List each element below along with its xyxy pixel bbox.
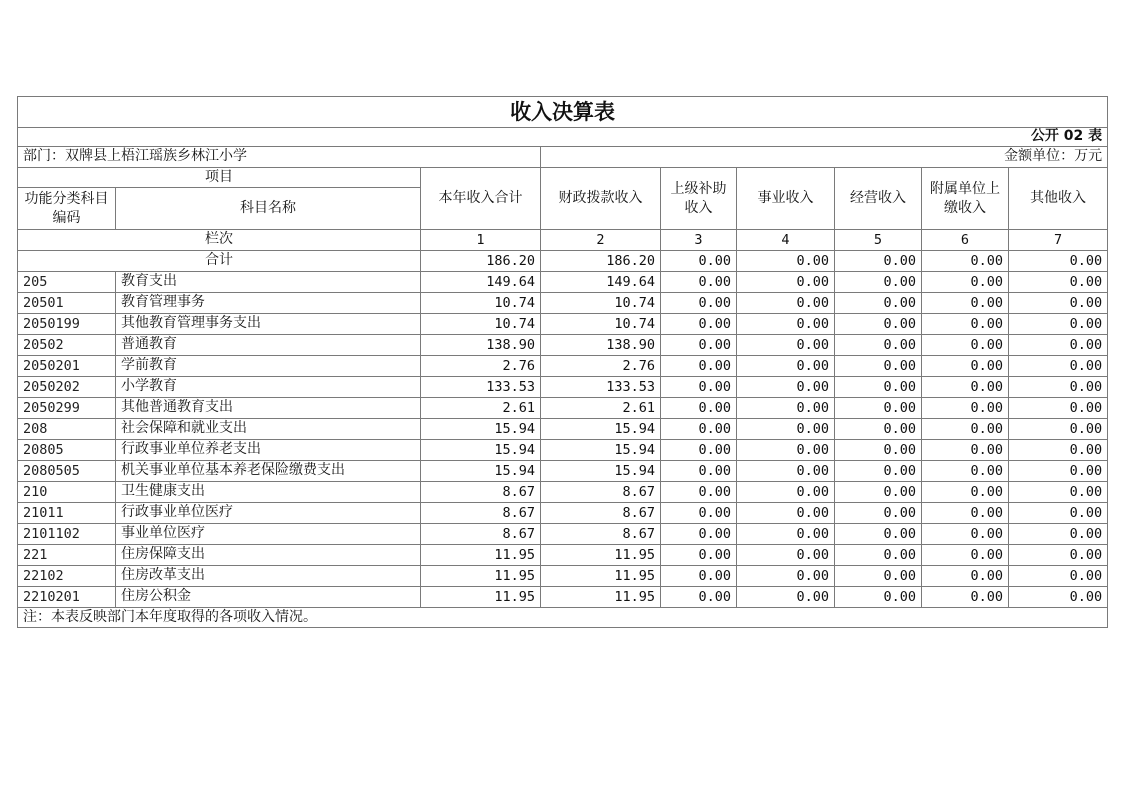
doc-number: 公开 02 表 <box>1030 128 1103 145</box>
row-value: 8.67 <box>421 482 541 503</box>
table-row <box>18 524 1108 545</box>
header-project: 项目 <box>18 168 421 188</box>
row-value: 15.94 <box>541 440 661 461</box>
table-row <box>18 356 1108 377</box>
table-row <box>18 398 1108 419</box>
row-value: 0.00 <box>1009 314 1108 335</box>
column-index-number: 6 <box>922 230 1009 251</box>
row-value: 0.00 <box>835 482 922 503</box>
row-value: 0.00 <box>1009 335 1108 356</box>
row-value: 10.74 <box>541 314 661 335</box>
header-business: 事业收入 <box>737 168 835 230</box>
row-value: 0.00 <box>922 461 1009 482</box>
row-code: 210 <box>18 482 116 503</box>
row-value: 0.00 <box>661 377 737 398</box>
total-label: 合计 <box>18 251 421 272</box>
header-superior: 上级补助收入 <box>661 168 737 230</box>
row-value: 11.95 <box>541 545 661 566</box>
row-value: 0.00 <box>922 587 1009 608</box>
row-value: 0.00 <box>737 545 835 566</box>
row-value: 0.00 <box>835 587 922 608</box>
row-value: 149.64 <box>421 272 541 293</box>
column-index-number: 2 <box>541 230 661 251</box>
row-value: 11.95 <box>541 566 661 587</box>
row-value: 0.00 <box>661 398 737 419</box>
row-value: 8.67 <box>541 503 661 524</box>
row-value: 0.00 <box>1009 566 1108 587</box>
row-value: 2.61 <box>421 398 541 419</box>
row-value: 133.53 <box>541 377 661 398</box>
row-value: 0.00 <box>737 440 835 461</box>
row-value: 0.00 <box>661 272 737 293</box>
row-value: 15.94 <box>421 461 541 482</box>
row-value: 11.95 <box>541 587 661 608</box>
row-value: 8.67 <box>541 524 661 545</box>
row-value: 0.00 <box>737 461 835 482</box>
row-value: 0.00 <box>1009 419 1108 440</box>
row-value: 0.00 <box>922 314 1009 335</box>
row-code: 21011 <box>18 503 116 524</box>
total-value: 0.00 <box>661 251 737 272</box>
table-note: 注：本表反映部门本年度取得的各项收入情况。 <box>18 608 1108 628</box>
header-fiscal: 财政拨款收入 <box>541 168 661 230</box>
row-value: 0.00 <box>835 293 922 314</box>
row-value: 0.00 <box>661 545 737 566</box>
row-value: 0.00 <box>835 272 922 293</box>
row-value: 15.94 <box>541 461 661 482</box>
row-value: 0.00 <box>1009 482 1108 503</box>
row-value: 0.00 <box>1009 524 1108 545</box>
row-value: 0.00 <box>661 461 737 482</box>
row-value: 0.00 <box>835 419 922 440</box>
row-value: 0.00 <box>737 293 835 314</box>
row-subject-name: 住房保障支出 <box>116 545 421 566</box>
total-value: 186.20 <box>541 251 661 272</box>
table-row <box>18 482 1108 503</box>
row-value: 0.00 <box>835 440 922 461</box>
row-value: 138.90 <box>421 335 541 356</box>
row-value: 0.00 <box>737 335 835 356</box>
row-value: 0.00 <box>737 566 835 587</box>
row-value: 0.00 <box>737 587 835 608</box>
row-subject-name: 教育支出 <box>116 272 421 293</box>
row-subject-name: 其他教育管理事务支出 <box>116 314 421 335</box>
unit-label: 金额单位：万元 <box>541 147 1108 168</box>
header-subject-name: 科目名称 <box>116 188 421 230</box>
row-code: 22102 <box>18 566 116 587</box>
row-value: 2.61 <box>541 398 661 419</box>
row-value: 10.74 <box>541 293 661 314</box>
total-value: 0.00 <box>922 251 1009 272</box>
row-value: 0.00 <box>737 377 835 398</box>
row-value: 8.67 <box>541 482 661 503</box>
row-code: 221 <box>18 545 116 566</box>
column-index-label: 栏次 <box>18 230 421 251</box>
table-row <box>18 272 1108 293</box>
row-value: 0.00 <box>1009 440 1108 461</box>
row-value: 0.00 <box>661 482 737 503</box>
row-value: 0.00 <box>661 293 737 314</box>
total-value: 186.20 <box>421 251 541 272</box>
row-code: 20805 <box>18 440 116 461</box>
row-value: 15.94 <box>421 419 541 440</box>
row-value: 8.67 <box>421 503 541 524</box>
department-label: 部门：双牌县上梧江瑶族乡林江小学 <box>18 147 541 168</box>
row-value: 0.00 <box>922 545 1009 566</box>
row-value: 0.00 <box>835 356 922 377</box>
row-value: 0.00 <box>737 398 835 419</box>
row-subject-name: 教育管理事务 <box>116 293 421 314</box>
row-code: 2050299 <box>18 398 116 419</box>
row-value: 0.00 <box>1009 272 1108 293</box>
column-index-number: 5 <box>835 230 922 251</box>
row-code: 205 <box>18 272 116 293</box>
row-value: 0.00 <box>661 440 737 461</box>
row-value: 0.00 <box>661 314 737 335</box>
row-code: 20501 <box>18 293 116 314</box>
row-value: 0.00 <box>922 440 1009 461</box>
row-value: 0.00 <box>737 419 835 440</box>
row-value: 0.00 <box>922 419 1009 440</box>
row-value: 0.00 <box>661 419 737 440</box>
row-code: 2050201 <box>18 356 116 377</box>
row-subject-name: 住房改革支出 <box>116 566 421 587</box>
row-value: 0.00 <box>922 566 1009 587</box>
table-row <box>18 335 1108 356</box>
table-title: 收入决算表 <box>18 97 1108 128</box>
row-value: 2.76 <box>541 356 661 377</box>
row-value: 0.00 <box>835 503 922 524</box>
row-value: 0.00 <box>661 566 737 587</box>
row-subject-name: 行政事业单位医疗 <box>116 503 421 524</box>
row-value: 0.00 <box>922 272 1009 293</box>
row-code: 2080505 <box>18 461 116 482</box>
total-value: 0.00 <box>835 251 922 272</box>
row-value: 0.00 <box>737 503 835 524</box>
row-value: 0.00 <box>661 524 737 545</box>
row-subject-name: 社会保障和就业支出 <box>116 419 421 440</box>
row-value: 0.00 <box>835 524 922 545</box>
row-subject-name: 小学教育 <box>116 377 421 398</box>
row-value: 0.00 <box>661 356 737 377</box>
row-value: 0.00 <box>661 503 737 524</box>
row-value: 0.00 <box>922 335 1009 356</box>
row-value: 0.00 <box>661 587 737 608</box>
row-code: 208 <box>18 419 116 440</box>
row-value: 0.00 <box>835 545 922 566</box>
row-value: 0.00 <box>737 314 835 335</box>
row-value: 0.00 <box>1009 377 1108 398</box>
row-value: 0.00 <box>922 524 1009 545</box>
row-value: 15.94 <box>421 440 541 461</box>
income-final-account-table <box>17 96 1108 628</box>
table-row <box>18 545 1108 566</box>
row-value: 0.00 <box>1009 461 1108 482</box>
row-value: 0.00 <box>737 524 835 545</box>
row-subject-name: 其他普通教育支出 <box>116 398 421 419</box>
row-subject-name: 机关事业单位基本养老保险缴费支出 <box>116 461 421 482</box>
row-value: 11.95 <box>421 545 541 566</box>
row-value: 138.90 <box>541 335 661 356</box>
row-subject-name: 事业单位医疗 <box>116 524 421 545</box>
row-value: 0.00 <box>1009 503 1108 524</box>
row-value: 0.00 <box>1009 398 1108 419</box>
row-value: 11.95 <box>421 587 541 608</box>
column-index-number: 7 <box>1009 230 1108 251</box>
table-row <box>18 566 1108 587</box>
column-index-number: 1 <box>421 230 541 251</box>
row-value: 10.74 <box>421 314 541 335</box>
row-value: 0.00 <box>1009 587 1108 608</box>
table-row <box>18 503 1108 524</box>
row-subject-name: 行政事业单位养老支出 <box>116 440 421 461</box>
header-affiliated: 附属单位上缴收入 <box>922 168 1009 230</box>
header-operating: 经营收入 <box>835 168 922 230</box>
row-code: 2050199 <box>18 314 116 335</box>
row-code: 2210201 <box>18 587 116 608</box>
row-value: 0.00 <box>922 377 1009 398</box>
row-subject-name: 卫生健康支出 <box>116 482 421 503</box>
row-value: 2.76 <box>421 356 541 377</box>
row-value: 133.53 <box>421 377 541 398</box>
row-value: 149.64 <box>541 272 661 293</box>
row-value: 0.00 <box>737 482 835 503</box>
row-value: 0.00 <box>835 335 922 356</box>
row-value: 10.74 <box>421 293 541 314</box>
row-value: 0.00 <box>1009 356 1108 377</box>
table-row <box>18 293 1108 314</box>
header-total-income: 本年收入合计 <box>421 168 541 230</box>
row-value: 0.00 <box>835 314 922 335</box>
row-value: 8.67 <box>421 524 541 545</box>
row-subject-name: 住房公积金 <box>116 587 421 608</box>
row-code: 2101102 <box>18 524 116 545</box>
header-func-code: 功能分类科目编码 <box>18 188 116 230</box>
row-value: 0.00 <box>922 503 1009 524</box>
row-value: 0.00 <box>922 482 1009 503</box>
row-value: 15.94 <box>541 419 661 440</box>
row-value: 0.00 <box>835 461 922 482</box>
total-value: 0.00 <box>1009 251 1108 272</box>
table-row <box>18 419 1108 440</box>
table-row <box>18 461 1108 482</box>
row-value: 0.00 <box>737 356 835 377</box>
row-subject-name: 学前教育 <box>116 356 421 377</box>
row-value: 0.00 <box>737 272 835 293</box>
row-value: 0.00 <box>835 377 922 398</box>
table-row <box>18 440 1108 461</box>
row-subject-name: 普通教育 <box>116 335 421 356</box>
row-value: 0.00 <box>922 398 1009 419</box>
row-value: 0.00 <box>661 335 737 356</box>
row-value: 0.00 <box>835 398 922 419</box>
column-index-number: 4 <box>737 230 835 251</box>
row-value: 0.00 <box>922 293 1009 314</box>
row-value: 0.00 <box>835 566 922 587</box>
row-value: 0.00 <box>1009 293 1108 314</box>
row-value: 0.00 <box>1009 545 1108 566</box>
table-row <box>18 377 1108 398</box>
total-value: 0.00 <box>737 251 835 272</box>
header-other: 其他收入 <box>1009 168 1108 230</box>
column-index-number: 3 <box>661 230 737 251</box>
row-value: 11.95 <box>421 566 541 587</box>
row-code: 2050202 <box>18 377 116 398</box>
row-value: 0.00 <box>922 356 1009 377</box>
row-code: 20502 <box>18 335 116 356</box>
table-row <box>18 314 1108 335</box>
table-row <box>18 587 1108 608</box>
